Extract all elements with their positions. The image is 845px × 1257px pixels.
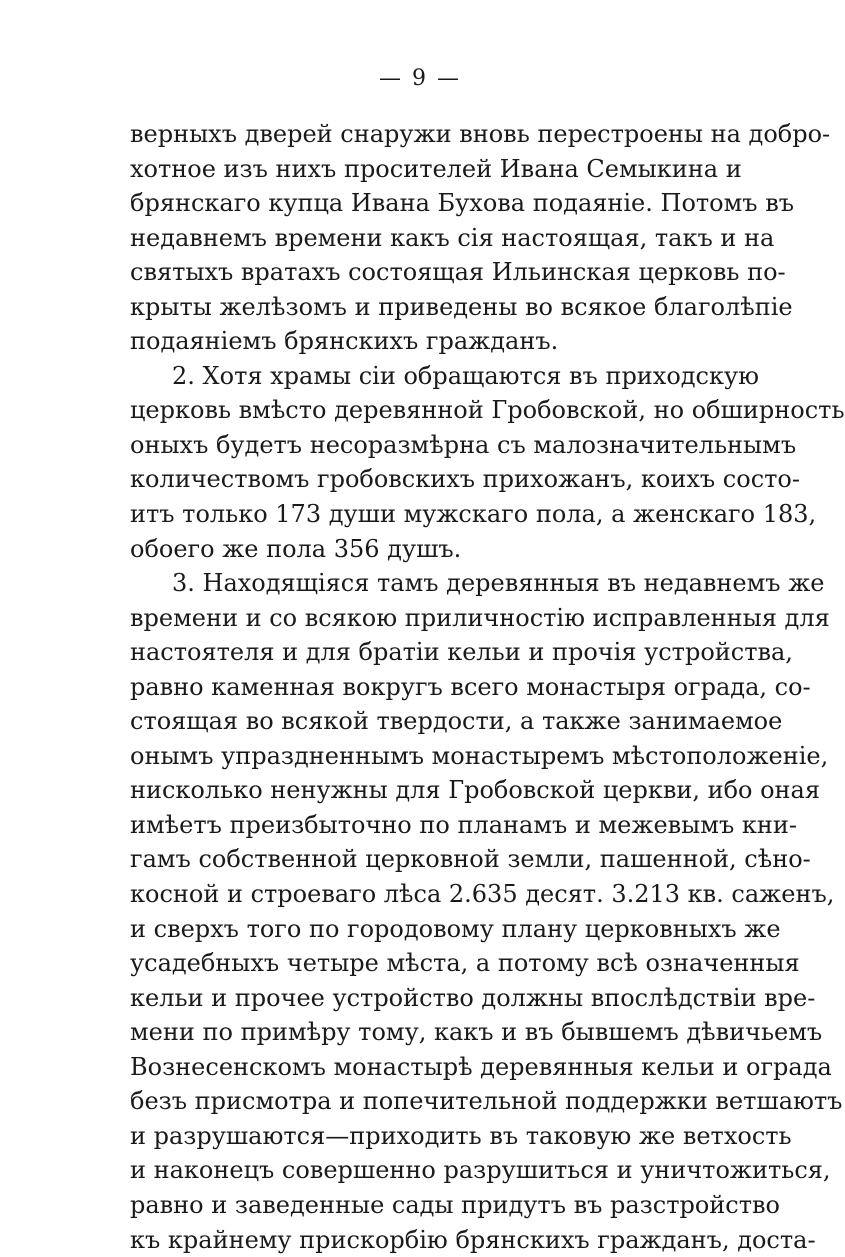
text-line: итъ только 173 души мужскаго пола, а женскаго 183, <box>130 497 712 532</box>
text-line: къ крайнему прискорбію брянскихъ гражданъ, доста- <box>130 1223 712 1257</box>
text-line: подаяніемъ брянскихъ гражданъ. <box>130 324 712 359</box>
paragraph-3-start: 3. Находящіяся тамъ деревянныя въ недавнемъ же <box>130 566 712 601</box>
page-number: — 9 — <box>0 66 840 91</box>
text-line: недавнемъ времени какъ сія настоящая, такъ и на <box>130 221 712 256</box>
text-line: обоего же пола 356 душъ. <box>130 532 712 567</box>
text-line: и разрушаются—приходить въ таковую же ветхость <box>130 1119 712 1154</box>
text-line: Вознесенскомъ монастырѣ деревянныя кельи и ограда <box>130 1050 712 1085</box>
text-line: и наконецъ совершенно разрушиться и уничтожиться, <box>130 1153 712 1188</box>
paragraph-2-start: 2. Хотя храмы сіи обращаются въ приходскую <box>130 359 712 394</box>
text-line: равно каменная вокругъ всего монастыря ограда, со- <box>130 670 712 705</box>
text-line: нисколько ненужны для Гробовской церкви, ибо оная <box>130 773 712 808</box>
text-line: онымъ упраздненнымъ монастыремъ мѣстоположеніе, <box>130 739 712 774</box>
body-text <box>130 117 712 1257</box>
text-line: стоящая во всякой твердости, а также занимаемое <box>130 704 712 739</box>
text-line: оныхъ будетъ несоразмѣрна съ малозначительнымъ <box>130 428 712 463</box>
text-line: верныхъ дверей снаружи вновь перестроены на добро- <box>130 117 712 152</box>
text-line: равно и заведенные сады придутъ въ разстройство <box>130 1188 712 1223</box>
text-line: кельи и прочее устройство должны впослѣдствіи вре- <box>130 981 712 1016</box>
text-line: хотное изъ нихъ просителей Ивана Семыкина и <box>130 152 712 187</box>
text-line: количествомъ гробовскихъ прихожанъ, коихъ состо- <box>130 462 712 497</box>
text-line: усадебныхъ четыре мѣста, а потому всѣ означенныя <box>130 946 712 981</box>
text-line: святыхъ вратахъ состоящая Ильинская церковь по- <box>130 255 712 290</box>
text-line: безъ присмотра и попечительной поддержки ветшаютъ <box>130 1084 712 1119</box>
text-line: имѣетъ преизбыточно по планамъ и межевымъ кни- <box>130 808 712 843</box>
text-line: настоятеля и для братіи кельи и прочія устройства, <box>130 635 712 670</box>
text-line: крыты желѣзомъ и приведены во всякое благолѣпіе <box>130 290 712 325</box>
text-line: гамъ собственной церковной земли, пашенной, сѣно- <box>130 842 712 877</box>
text-line: времени и со всякою приличностію исправленныя для <box>130 601 712 636</box>
text-line: церковь вмѣсто деревянной Гробовской, но обширность <box>130 393 712 428</box>
text-line: брянскаго купца Ивана Бухова подаяніе. Потомъ въ <box>130 186 712 221</box>
text-line: косной и строеваго лѣса 2.635 десят. 3.213 кв. саженъ, <box>130 877 712 912</box>
text-line: и сверхъ того по городовому плану церковныхъ же <box>130 912 712 947</box>
text-line: мени по примѣру тому, какъ и въ бывшемъ дѣвичьемъ <box>130 1015 712 1050</box>
